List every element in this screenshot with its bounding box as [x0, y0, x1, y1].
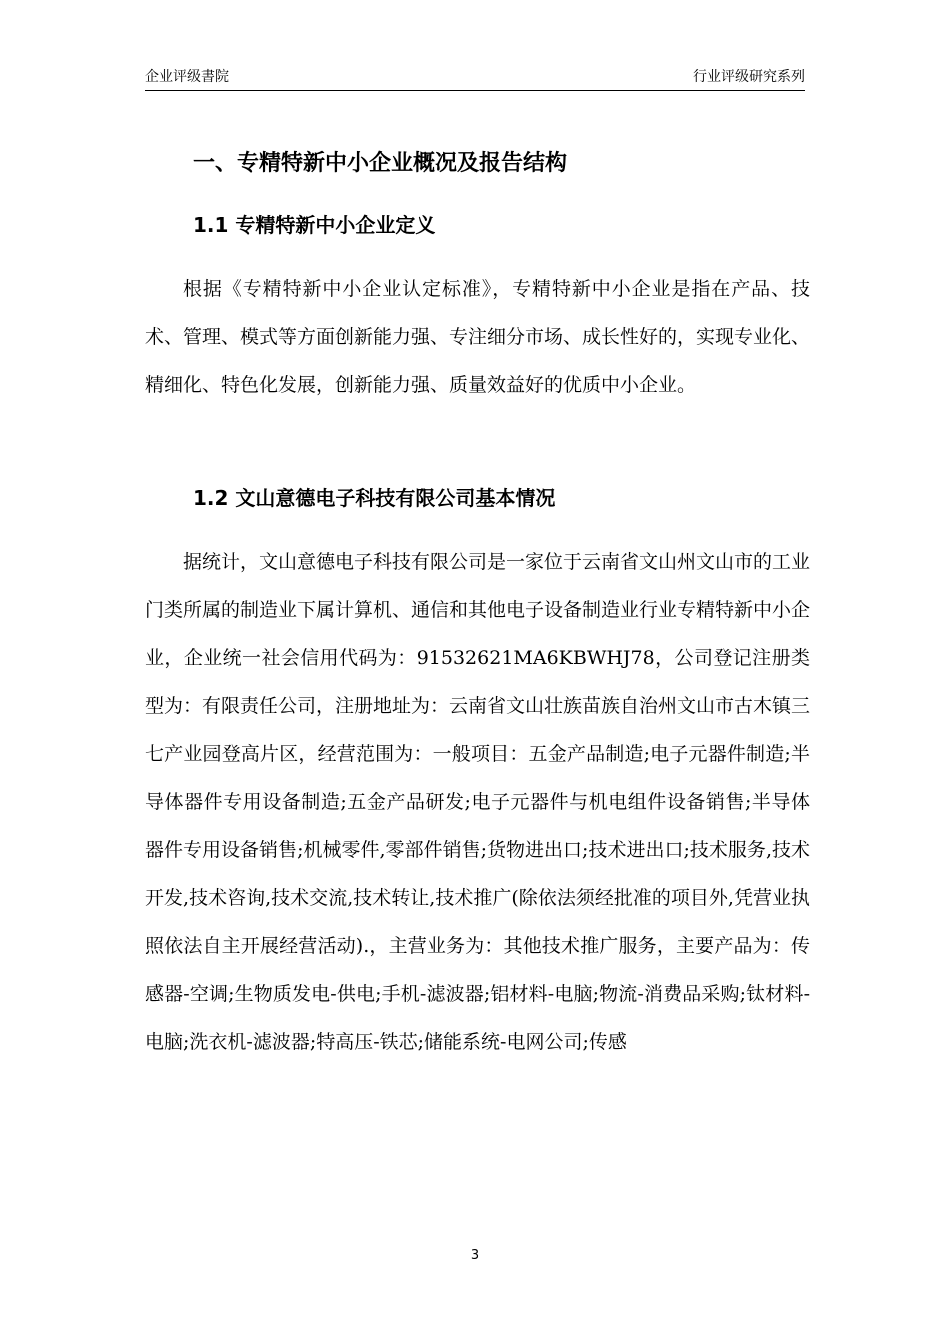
subsection-title-definition: 1.1 专精特新中小企业定义: [193, 213, 436, 237]
definition-paragraph: 根据《专精特新中小企业认定标准》，专精特新中小企业是指在产品、技术、管理、模式等方面创新能力强、专注细分市场、成长性好的，实现专业化、精细化、特色化发展，创新能力强、质量效益好的优质中小企业。: [145, 278, 811, 396]
company-info-paragraph: 据统计，文山意德电子科技有限公司是一家位于云南省文山州文山市的工业门类所属的制造业下属计算机、通信和其他电子设备制造业行业专精特新中小企业，企业统一社会信用代码为：91532621MA6KBWHJ78，公司登记注册类型为：有限责任公司，注册地址为：云南省文山壮族苗族自治州文山市古木镇三七产业园登高片区，经营范围为：一般项目：五金产品制造;电子元器件制造;半导体器件专用设备制造;五金产品研发;电子元器件与机电组件设备销售;半导体器件专用设备销售;机械零件,零部件销售;货物进出口;技术进出口;技术服务,技术开发,技术咨询,技术交流,技术转让,技术推广(除依法须经批准的项目外,凭营业执照依法自主开展经营活动).，主营业务为：其他技术推广服务，主要产品为：传感器-空调;生物质发电-供电;手机-滤波器;铝材料-电脑;物流-消费品采购;钛材料-电脑;洗衣机-滤波器;特高压-铁芯;储能系统-电网公司;传感: [145, 551, 811, 1053]
page-header: [145, 68, 805, 91]
subsection-title-company-info: 1.2 文山意德电子科技有限公司基本情况: [193, 486, 556, 510]
section-title: 一、专精特新中小企业概况及报告结构: [193, 151, 568, 176]
header-right-text: 行业评级研究系列: [693, 69, 805, 85]
page-number: 3: [470, 1248, 480, 1263]
header-left-text: 企业评级書院: [145, 69, 229, 85]
